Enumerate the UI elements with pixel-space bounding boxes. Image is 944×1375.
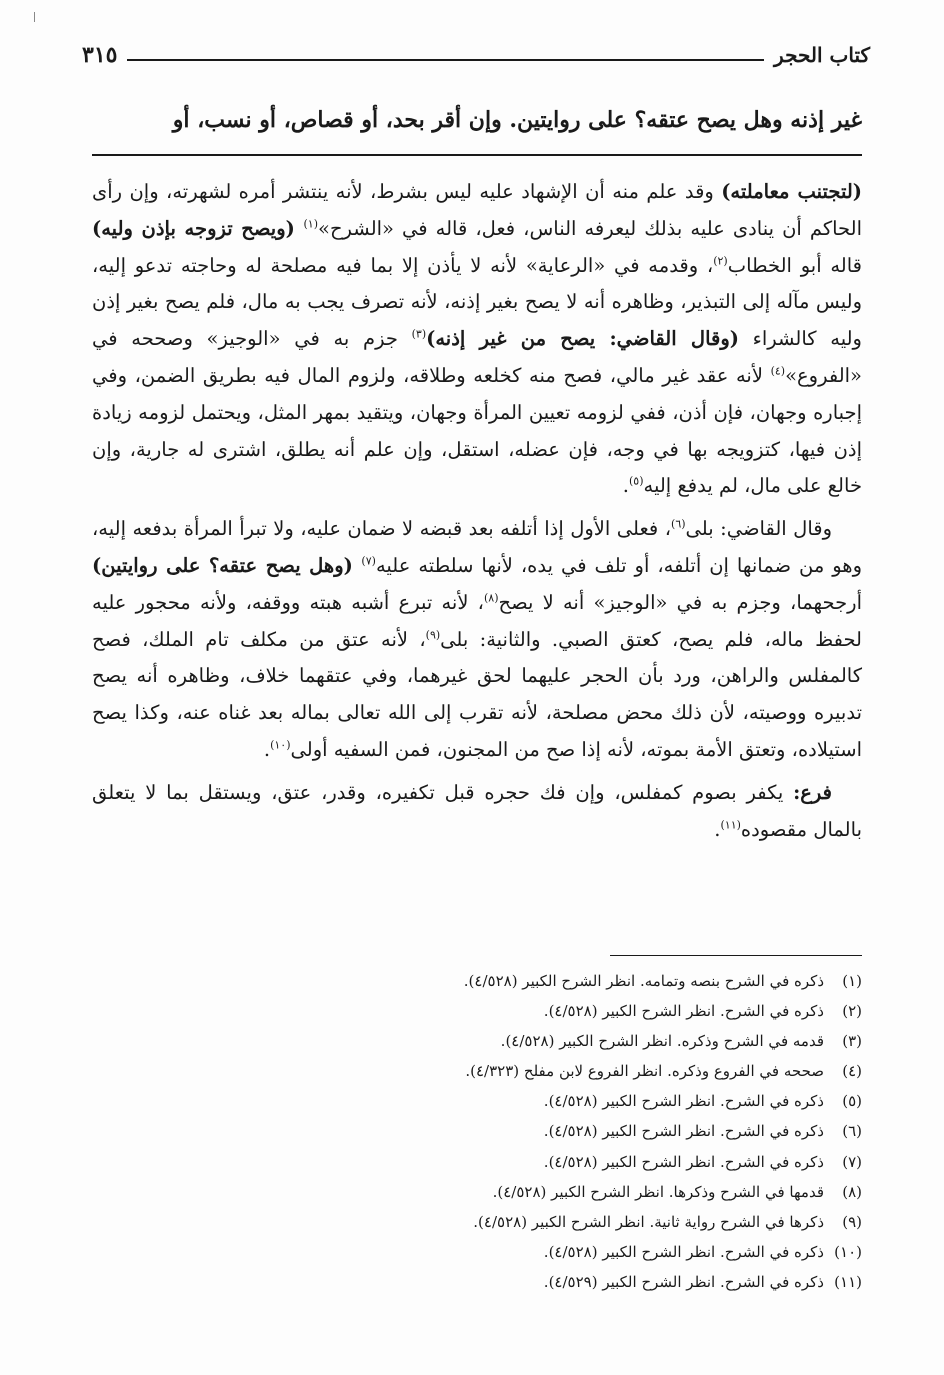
- header-rule: [127, 59, 764, 61]
- page-number: ٣١٥: [82, 42, 118, 68]
- matn-quote: (وقال القاضي: يصح من غير إذنه): [426, 327, 739, 351]
- footnote-text: قدمها في الشرح وذكرها. انظر الشرح الكبير (٤/٥٢٨).: [492, 1182, 824, 1201]
- matn-quote: (وهل يصح عتقه؟ على روايتين): [92, 553, 362, 577]
- footnote-text: ذكره في الشرح. انظر الشرح الكبير (٤/٥٢٨).: [543, 1092, 824, 1111]
- footnote-ref[interactable]: (٩): [425, 628, 441, 642]
- matn-quote: (ويصح تزوجه بإذن وليه): [92, 216, 304, 240]
- commentary-text: وقال القاضي: بلى: [685, 517, 832, 541]
- footnote-number: (٥): [842, 1092, 862, 1111]
- footnote-item: [92, 1147, 862, 1177]
- footnote-text: ذكره في الشرح. انظر الشرح الكبير (٤/٥٢٨).: [543, 1002, 824, 1021]
- footnote-number: (٨): [842, 1182, 862, 1201]
- commentary-text: قاله أبو الخطاب: [727, 253, 863, 277]
- footnote-item: [92, 1177, 862, 1207]
- commentary-text: وقد علم منه أن الإشهاد عليه ليس بشرط، لأنه ينتشر أمره لشهرته، وإن رأى الحاكم أن ينادى عليه بذلك ليعرفه الناس، فعل، قاله في «الشرح»: [92, 180, 862, 240]
- commentary-text: .: [622, 474, 629, 498]
- footnote-number: (٣): [842, 1032, 862, 1051]
- branch-label: فرع:: [793, 780, 832, 804]
- commentary-text: ، لأنه عتق من مكلف تام الملك، فصح كالمفلس والراهن، ورد بأن الحجر عليهما لحق غيرهما، وفي عتقهما خلاف، وظاهره أنه يصح تدبيره ووصيته، لأن ذلك محض مصلحة، لأنه تقرب إلى الله تعالى بماله بعد غناه عنه، وكذا يصح استيلاده، وتعتق الأمة بموته، لأنه إذا صح من المجنون، فمن السفيه أولى: [92, 627, 862, 761]
- footnote-text: صححه في الفروع وذكره. انظر الفروع لابن مفلح (٤/٣٢٣).: [465, 1062, 824, 1081]
- footnote-number: (٢): [842, 1002, 862, 1021]
- footnotes-list: [92, 966, 862, 1297]
- footnote-separator: [610, 955, 862, 956]
- text-separator: [92, 154, 862, 156]
- commentary-text: ، وقدمه في «الرعاية» لأنه لا يأذن إلا بما فيه مصلحة له وحاجته تدعو إليه، وليس مآله إلى التبذير، وظاهره أنه لا يصح بغير إذنه، لأنه تصرف يجب به مال، فلم يصح بغير إذن وليه كالشراء: [92, 253, 862, 351]
- book-title: كتاب الحجر: [774, 43, 870, 67]
- footnote-item: [92, 1086, 862, 1116]
- footnote-text: قدمه في الشرح وذكره. انظر الشرح الكبير (٤/٥٢٨).: [500, 1032, 824, 1051]
- commentary-paragraph-3: [92, 775, 862, 849]
- footnote-ref[interactable]: (٨): [483, 591, 499, 605]
- footnote-text: ذكره في الشرح بنصه وتمامه. انظر الشرح الكبير (٤/٥٢٨).: [463, 972, 824, 990]
- footnote-item: [92, 966, 862, 996]
- footnote-ref[interactable]: (١٠): [270, 738, 291, 752]
- footnote-text: ذكره في الشرح. انظر الشرح الكبير (٤/٥٢٨).: [543, 1152, 824, 1171]
- matn-quote: (لتجتنب معاملته): [721, 180, 862, 203]
- footnote-item: [92, 1207, 862, 1237]
- commentary-text: ، فعلى الأول إذا أتلفه بعد قبضه لا ضمان عليه، ولا تبرأ المرأة بدفعه إليه، وهو من ضمانها إن أتلفه، أو تلف في يده، لأنها سلطته عليه: [92, 517, 862, 577]
- commentary: [92, 174, 862, 854]
- footnote-item: [92, 1237, 862, 1267]
- footnote-text: ذكرها في الشرح رواية ثانية. انظر الشرح الكبير (٤/٥٢٨).: [473, 1212, 824, 1231]
- footnote-number: (١١): [834, 1272, 862, 1291]
- footnote-ref[interactable]: (١): [303, 217, 319, 231]
- footnote-number: (٩): [842, 1212, 862, 1231]
- footnote-ref[interactable]: (٤): [770, 364, 786, 378]
- footnote-text: ذكره في الشرح. انظر الشرح الكبير (٤/٥٢٨).: [543, 1242, 824, 1261]
- footnote-item: [92, 996, 862, 1026]
- main-text: غير إذنه وهل يصح عتقه؟ على روايتين. وإن أقر بحد، أو قصاص، أو نسب، أو: [172, 107, 862, 133]
- footnote-number: (٦): [842, 1122, 862, 1141]
- commentary-paragraph-1: [92, 174, 862, 505]
- commentary-text: جزم به في «الوجيز» وصححه في «الفروع»: [92, 327, 862, 387]
- footnote-item: [92, 1056, 862, 1086]
- footnote-item: [92, 1026, 862, 1056]
- footnote-number: (٧): [842, 1152, 862, 1171]
- footnote-ref[interactable]: (٥): [629, 474, 644, 488]
- footnote-text: ذكره في الشرح. انظر الشرح الكبير (٤/٥٢٨).: [543, 1122, 824, 1141]
- commentary-text: ، لأنه تبرع أشبه هبته ووقفه، ولأنه محجور عليه لحفظ ماله، فلم يصح، كعتق الصبي. والثانية: بلى: [92, 590, 862, 651]
- scan-mark: [34, 12, 35, 22]
- footnote-ref[interactable]: (١١): [720, 818, 741, 832]
- footnote-ref[interactable]: (٣): [411, 327, 427, 341]
- page-header: [82, 40, 870, 70]
- commentary-paragraph-2: [92, 511, 862, 769]
- footnote-text: ذكره في الشرح. انظر الشرح الكبير (٤/٥٢٩).: [543, 1272, 824, 1291]
- footnote-ref[interactable]: (٦): [671, 517, 686, 531]
- footnote-ref[interactable]: (٢): [713, 254, 728, 268]
- footnote-number: (١): [842, 972, 862, 990]
- commentary-text: لأنه عقد غير مالي، فصح منه كخلعه وطلاقه، ولزوم المال فيه بطريق الضمن، وفي إجباره وجهان، فإن أذن، ففي لزومه تعيين المرأة وجهان، ويتقيد بمهر المثل، ويحتمل لزومه زيادة إذن فيها، كتزويجه بها في وجه، فإن عضله، استقل، وإن علم أنه يطلق، اشترى له جارية، وإن خالع على مال، لم يدفع إليه: [92, 363, 862, 498]
- commentary-text: أرجحهما، وجزم به في «الوجيز» أنه لا يصح: [498, 590, 863, 614]
- commentary-text: يكفر بصوم كمفلس، وإن فك حجره قبل تكفيره، وقدر، عتق، ويستقل بما لا يتعلق بالمال مقصوده: [92, 780, 862, 841]
- footnote-ref[interactable]: (٧): [361, 554, 376, 568]
- commentary-text: .: [714, 817, 721, 841]
- footnote-number: (١٠): [834, 1242, 862, 1261]
- footnote-item: [92, 1267, 862, 1297]
- footnote-item: [92, 1116, 862, 1146]
- commentary-text: .: [263, 737, 271, 761]
- footnote-number: (٤): [842, 1062, 862, 1081]
